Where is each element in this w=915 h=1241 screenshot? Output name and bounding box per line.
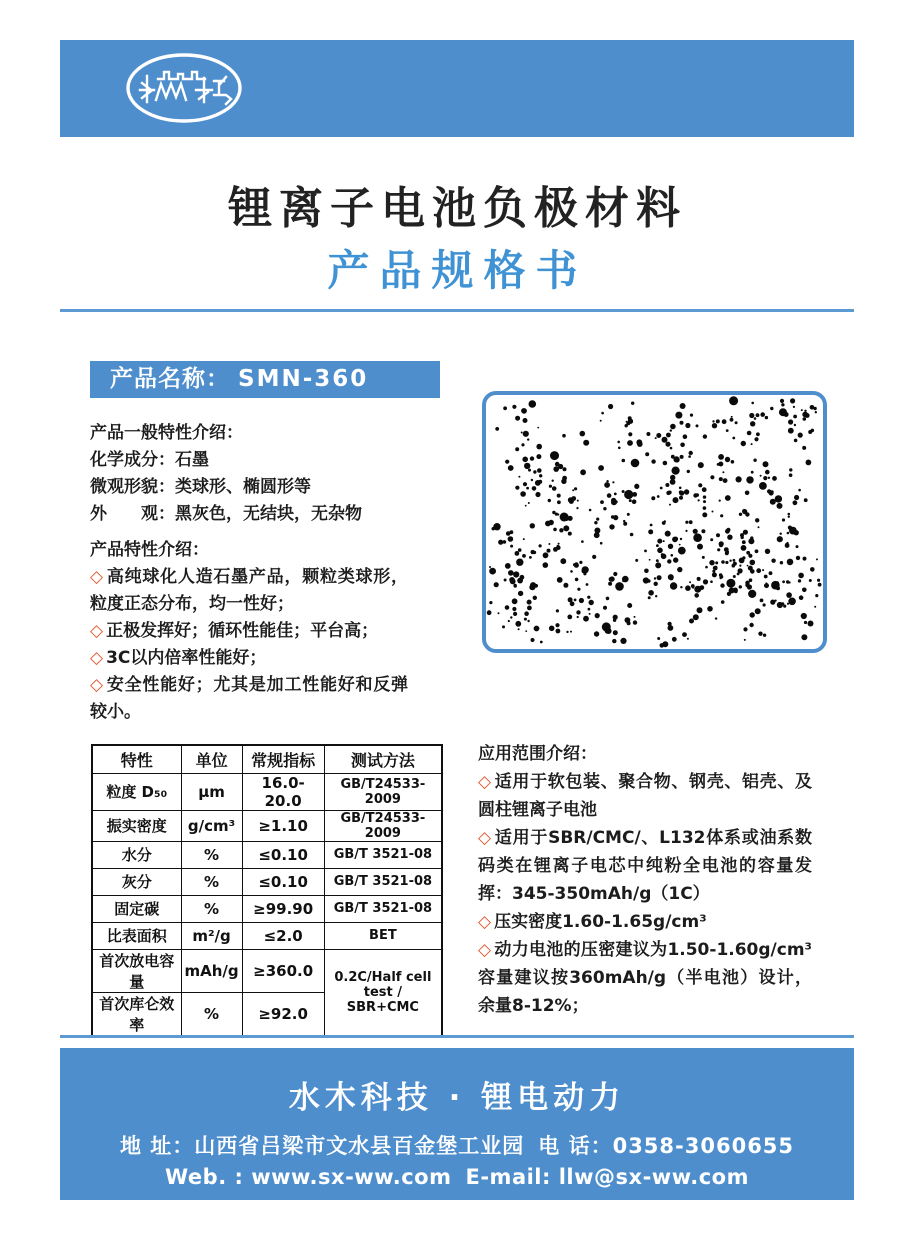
table-cell: 粒度 D₅₀ <box>92 773 181 810</box>
table-cell: g/cm³ <box>181 810 242 841</box>
applications-column <box>478 740 812 1020</box>
table-cell: ≥92.0 <box>242 992 324 1036</box>
diamond-bullet-icon: ◇ <box>90 621 104 641</box>
table-cell: BET <box>324 922 442 949</box>
general-line: 微观形貌：类球形、椭圆形等 <box>90 477 311 497</box>
table-cell: GB/T 3521-08 <box>324 868 442 895</box>
table-cell: GB/T24533-2009 <box>324 810 442 841</box>
table-cell: % <box>181 841 242 868</box>
table-row <box>92 810 442 841</box>
diamond-bullet-icon: ◇ <box>90 648 104 668</box>
table-cell: 灰分 <box>92 868 181 895</box>
doc-title: 锂离子电池负极材料 <box>228 183 687 234</box>
web-value: www.sx-ww.com <box>251 1165 452 1189</box>
table-cell: ≤0.10 <box>242 841 324 868</box>
divider-line-bottom <box>60 1035 854 1038</box>
table-cell: 比表面积 <box>92 922 181 949</box>
address-label: 地 址： <box>119 1134 195 1158</box>
table-header-cell: 特性 <box>92 745 181 773</box>
table-row <box>92 922 442 949</box>
table-cell: ≥99.90 <box>242 895 324 922</box>
product-name-badge <box>90 361 440 398</box>
feature-list <box>90 564 408 726</box>
table-cell: mAh/g <box>181 949 242 992</box>
table-cell: GB/T 3521-08 <box>324 841 442 868</box>
table-cell: GB/T24533-2009 <box>324 773 442 810</box>
applications-heading: 应用范围介绍： <box>478 744 597 764</box>
table-cell: 首次放电容量 <box>92 949 181 992</box>
table-cell: ≤0.10 <box>242 868 324 895</box>
footer-web-line <box>60 1165 854 1189</box>
diamond-bullet-icon: ◇ <box>478 828 492 848</box>
address-value: 山西省吕梁市文水县百金堡工业园 <box>194 1134 525 1158</box>
email-label: E-mail: <box>465 1165 559 1189</box>
table-cell: m²/g <box>181 922 242 949</box>
table-cell: 水分 <box>92 841 181 868</box>
phone-label: 电 话： <box>538 1134 613 1158</box>
table-header-cell: 测试方法 <box>324 745 442 773</box>
table-row <box>92 841 442 868</box>
company-name: 水木科技 · 锂电动力 <box>288 1080 626 1116</box>
footer-contact-line <box>60 1130 854 1160</box>
company-seal-logo-icon <box>92 50 332 128</box>
product-name-value: SMN-360 <box>238 366 369 392</box>
application-item: ◇ 动力电池的压密建议为1.50-1.60g/cm³容量建议按360mAh/g（半电池）设计，余量8-12%； <box>478 940 813 1016</box>
table-cell: μm <box>181 773 242 810</box>
table-cell: 首次库仑效率 <box>92 992 181 1036</box>
table-header-cell: 常规指标 <box>242 745 324 773</box>
feature-item: ◇ 3C以内倍率性能好； <box>90 648 267 668</box>
table-cell: ≤2.0 <box>242 922 324 949</box>
general-line: 化学成分：石墨 <box>90 450 209 470</box>
feature-item: ◇ 安全性能好；尤其是加工性能好和反弹较小。 <box>90 675 409 722</box>
table-cell: 16.0-20.0 <box>242 773 324 810</box>
product-name-label: 产品名称： <box>110 366 230 392</box>
diamond-bullet-icon: ◇ <box>478 772 492 792</box>
footer-band <box>60 1048 854 1200</box>
table-row <box>92 773 442 810</box>
web-label: Web. : <box>165 1165 252 1189</box>
application-list <box>478 768 812 1020</box>
table-row <box>92 868 442 895</box>
phone-value: 0358-3060655 <box>612 1134 795 1158</box>
application-item: ◇ 压实密度1.60-1.65g/cm³ <box>478 912 707 932</box>
table-cell: 振实密度 <box>92 810 181 841</box>
feature-item: ◇ 正极发挥好；循环性能佳；平台高； <box>90 621 379 641</box>
diamond-bullet-icon: ◇ <box>90 675 104 695</box>
email-value: llw@sx-ww.com <box>558 1165 749 1189</box>
table-cell: 0.2C/Half cell test / SBR+CMC <box>324 949 442 1036</box>
header-band <box>60 40 854 137</box>
doc-subtitle: 产品规格书 <box>327 246 588 295</box>
table-cell: % <box>181 992 242 1036</box>
diamond-bullet-icon: ◇ <box>478 912 492 932</box>
application-item: ◇ 适用于SBR/CMC/、L132体系或油系数码类在锂离子电芯中纯粉全电池的容量发挥：345-350mAh/g（1C） <box>478 828 812 904</box>
table-row <box>92 895 442 922</box>
features-heading: 产品特性介绍： <box>90 540 209 560</box>
table-cell: ≥1.10 <box>242 810 324 841</box>
table-cell: % <box>181 868 242 895</box>
spec-table <box>91 744 443 1037</box>
general-heading: 产品一般特性介绍： <box>90 423 243 443</box>
table-header-cell: 单位 <box>181 745 242 773</box>
left-column <box>90 420 408 726</box>
sem-particle-image <box>482 391 827 653</box>
table-header-row <box>92 745 442 773</box>
general-lines <box>90 447 408 528</box>
table-cell: % <box>181 895 242 922</box>
diamond-bullet-icon: ◇ <box>90 567 104 587</box>
divider-line-top <box>60 309 854 312</box>
table-cell: 固定碳 <box>92 895 181 922</box>
general-line: 外 观：黑灰色，无结块，无杂物 <box>90 504 362 524</box>
feature-item: ◇ 高纯球化人造石墨产品，颗粒类球形，粒度正态分布，均一性好； <box>90 567 409 614</box>
table-cell: GB/T 3521-08 <box>324 895 442 922</box>
table-row <box>92 949 442 992</box>
application-item: ◇ 适用于软包装、聚合物、钢壳、铝壳、及圆柱锂离子电池 <box>478 772 813 820</box>
diamond-bullet-icon: ◇ <box>478 940 492 960</box>
table-cell: ≥360.0 <box>242 949 324 992</box>
